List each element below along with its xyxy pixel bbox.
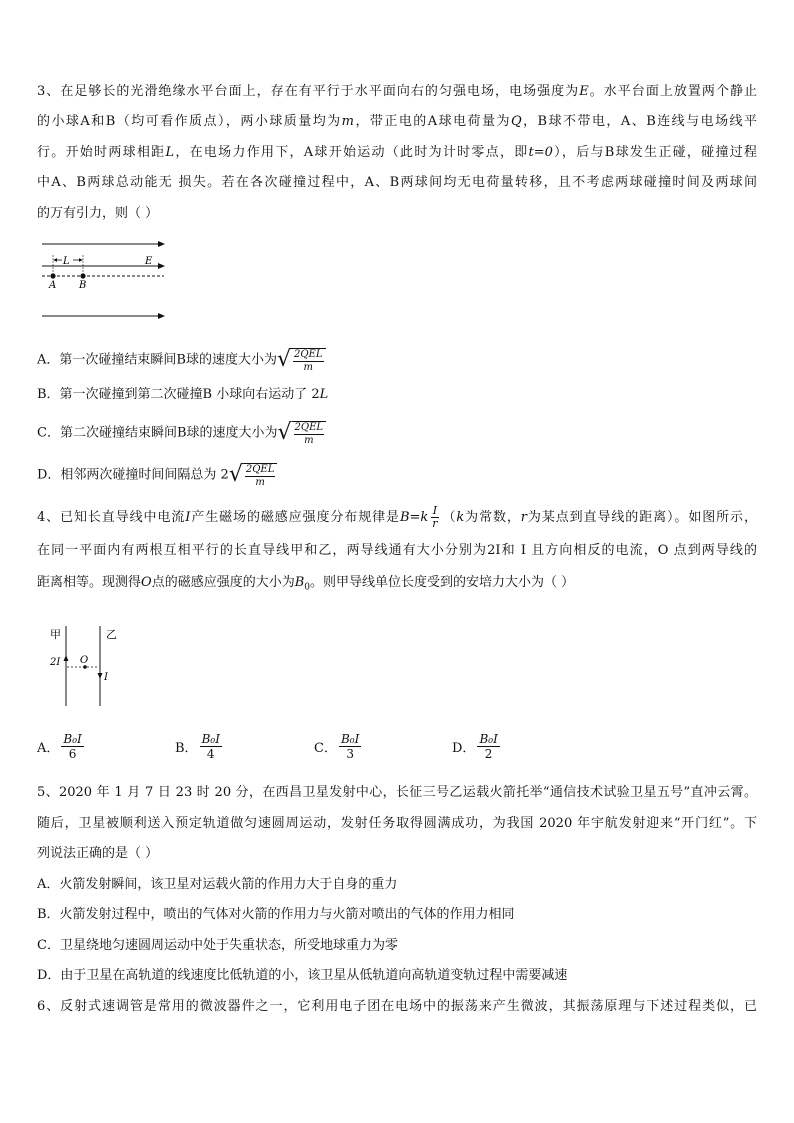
point-o-label: O bbox=[80, 655, 89, 666]
label-B: B bbox=[79, 280, 87, 291]
q4-option-c: C． $\frac{\text{B₀I}}{3}$ bbox=[314, 732, 360, 761]
radical-expression: √ 2QEL m bbox=[278, 419, 327, 447]
q3-line-4: 中A、B两球总动能无 损失。若在各次碰撞过程中，A、B两球间均无电荷量转移，且不考虑两球碰撞时间及两球间 bbox=[37, 175, 757, 190]
q4-line-1: 4、已知长直导线中电流I产生磁场的磁感应强度分布规律是B=k $\frac{I}{r}$ （k为常数，r为某点到直导线的距离）。如图所示， bbox=[37, 504, 757, 530]
radical-expression: √ 2QEL m bbox=[277, 346, 326, 374]
q5-line-2: 随后，卫星被顺利送入预定轨道做匀速圆周运动，发射任务取得圆满成功，为我国 2020 年宇航发射迎来“开门红”。下 bbox=[37, 816, 757, 831]
q4-option-d: D． $\frac{\text{B₀I}}{2}$ bbox=[452, 732, 498, 761]
q3-option-c: C．第二次碰撞结束瞬间B球的速度大小为 √ 2QEL m bbox=[37, 419, 326, 447]
fraction-i-over-r: $\frac{I}{r}$ bbox=[432, 504, 438, 530]
q3-line-3: 行。开始时两球相距L，在电场力作用下，A球开始运动（此时为计时零点，即t=0），后与B球发生正碰，碰撞过程 bbox=[37, 145, 757, 160]
q4-line-2: 在同一平面内有两根互相平行的长直导线甲和乙，两导线通有大小分别为2I和 I 且方向相反的电流，O 点到两导线的 bbox=[37, 543, 757, 558]
q5-line-3: 列说法正确的是（ ） bbox=[37, 846, 159, 861]
label-A: A bbox=[49, 280, 57, 291]
q6-line-1: 6、反射式速调管是常用的微波器件之一，它利用电子团在电场中的振荡来产生微波，其振荡原理与下述过程类似，已 bbox=[37, 999, 757, 1014]
radical-expression: √ 2QEL m bbox=[229, 461, 278, 489]
q3-option-d: D．相邻两次碰撞时间间隔总为 2 √ 2QEL m bbox=[37, 461, 277, 489]
current-2I-label: 2I bbox=[50, 657, 61, 668]
label-L: L bbox=[63, 256, 70, 267]
q5-option-d: D．由于卫星在高轨道的线速度比低轨道的小，该卫星从低轨道向高轨道变轨过程中需要减速 bbox=[37, 968, 568, 983]
wire-jia-label: 甲 bbox=[50, 628, 61, 641]
q4-option-b: B． $\frac{\text{B₀I}}{4}$ bbox=[175, 732, 220, 761]
q3-option-b: B．第一次碰撞到第二次碰撞B 小球向右运动了 2L bbox=[37, 387, 329, 402]
q4-option-a: A． $\frac{\text{B₀I}}{6}$ bbox=[37, 732, 82, 761]
q4-line-3: 距离相等。现测得O点的磁感应强度的大小为$B_0$。则甲导线单位长度受到的安培力大小为（ ） bbox=[37, 575, 575, 593]
ball-a bbox=[50, 273, 55, 278]
ball-b bbox=[80, 273, 85, 278]
q3-figure bbox=[38, 238, 170, 322]
q3-option-a: A．第一次碰撞结束瞬间B球的速度大小为 √ 2QEL m bbox=[37, 346, 326, 374]
wire-yi-label: 乙 bbox=[106, 628, 117, 641]
q5-option-a: A．火箭发射瞬间，该卫星对运载火箭的作用力大于自身的重力 bbox=[37, 877, 398, 892]
q5-option-c: C．卫星绕地匀速圆周运动中处于失重状态，所受地球重力为零 bbox=[37, 938, 398, 953]
q3-line-1: 3、在足够长的光滑绝缘水平台面上，存在有平行于水平面向右的匀强电场，电场强度为E。水平台面上放置两个静止 bbox=[37, 84, 757, 99]
q3-line-5: 的万有引力，则（ ） bbox=[37, 206, 159, 221]
q5-line-1: 5、2020 年 1 月 7 日 23 时 20 分，在西昌卫星发射中心，长征三号乙运载火箭托举“通信技术试验卫星五号”直冲云霄。 bbox=[37, 785, 757, 800]
current-I-label: I bbox=[104, 672, 108, 683]
label-E: E bbox=[145, 256, 153, 267]
q4-figure bbox=[40, 622, 150, 712]
q3-line-2: 的小球A和B（均可看作质点），两小球质量均为m，带正电的A球电荷量为Q，B球不带电，A、B连线与电场线平 bbox=[37, 114, 758, 129]
q5-option-b: B．火箭发射过程中，喷出的气体对火箭的作用力与火箭对喷出的气体的作用力相同 bbox=[37, 907, 515, 922]
